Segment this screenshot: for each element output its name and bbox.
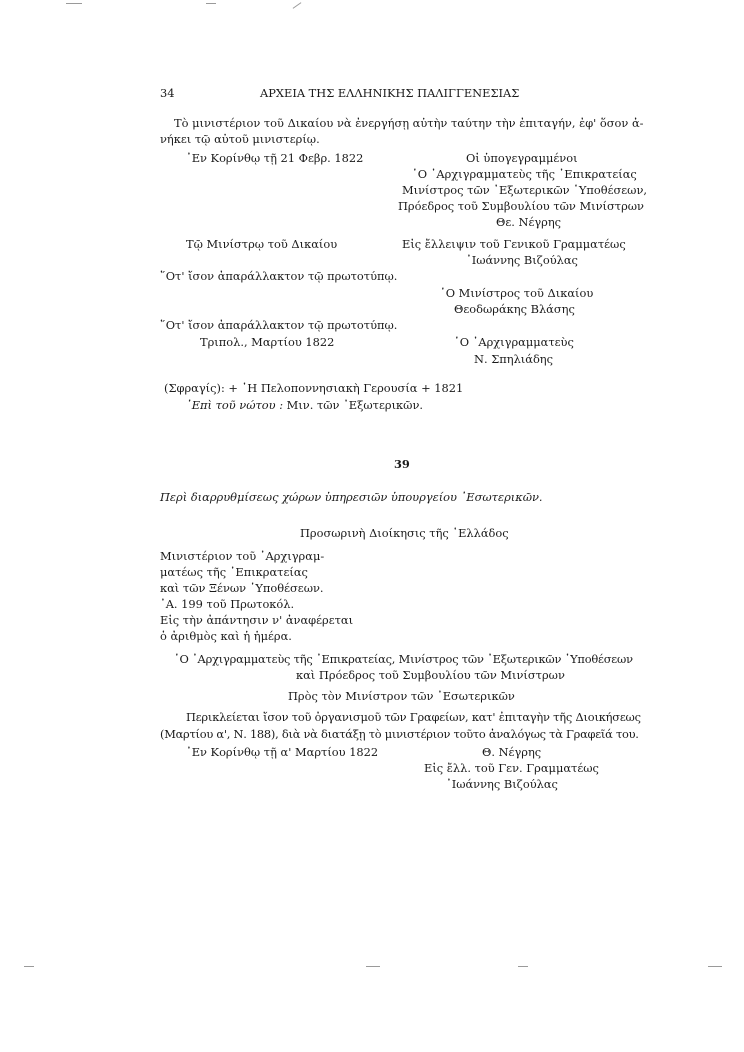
title-line-2: καὶ Πρόεδρος τοῦ Συμβουλίου τῶν Μινίστρων [296, 668, 565, 682]
document-number: 39 [394, 457, 410, 471]
signatory-name-2: ᾿Ιωάννης Βιζούλας [466, 253, 578, 267]
scan-artifact-bottom-left [24, 966, 34, 967]
document-subject: Περὶ διαρρυθμίσεως χώρων ὑπηρεσιῶν ὑπουργείου ᾿Εσωτερικῶν. [160, 490, 543, 504]
signatory-name-1: Θε. Νέγρης [496, 215, 562, 229]
sender-line-3: καὶ τῶν Ξένων ῾Υποθέσεων. [160, 581, 324, 595]
place-date-2: Τριπολ., Μαρτίου 1822 [200, 335, 335, 349]
justice-minister-line: ῾Ο Μινίστρος τοῦ Δικαίου [440, 286, 594, 300]
body-line-2: (Μαρτίου α', Ν. 188), διὰ νὰ διατάξῃ τὸ μινιστέριον τοῦτο ἀναλόγως τὰ Γραφεῖά του. [160, 727, 639, 741]
secretary-line-39: Εἰς ἔλλ. τοῦ Γεν. Γραμματέως [424, 761, 599, 775]
place-date-39: ᾿Εν Κορίνθῳ τῇ α' Μαρτίου 1822 [186, 745, 379, 759]
scan-artifact-top-mid [206, 3, 216, 4]
body-line-1: Περικλείεται ἴσον τοῦ ὀργανισμοῦ τῶν Γραφείων, κατ' ἐπιταγὴν τῆς Διοικήσεως [186, 710, 641, 724]
verso-label: ᾿Επὶ τοῦ νώτου : [186, 398, 284, 412]
running-title: ΑΡΧΕΙΑ ΤΗΣ ΕΛΛΗΝΙΚΗΣ ΠΑΛΙΓΓΕΝΕΣΙΑΣ [260, 86, 520, 100]
intro-line-1: Τὸ μινιστέριον τοῦ Δικαίου νὰ ἐνεργήσῃ αὐτὴν ταύτην τὴν ἐπιταγήν, ἐφ' ὅσον ἀ- [174, 116, 644, 130]
signatory-name-39-1: Θ. Νέγρης [482, 745, 542, 759]
signatory-line-3: Πρόεδρος τοῦ Συμβουλίου τῶν Μινίστρων [398, 199, 644, 213]
recipient: Πρὸς τὸν Μινίστρον τῶν ᾿Εσωτερικῶν [288, 689, 515, 703]
verso-text: Μιν. τῶν ᾿Εξωτερικῶν. [286, 398, 423, 412]
page-number: 34 [160, 86, 175, 100]
signatory-line-1: ῾Ο ᾿Αρχιγραμματεὺς τῆς ᾿Επικρατείας [412, 167, 637, 181]
government-heading: Προσωρινὴ Διοίκησις τῆς ῾Ελλάδος [300, 526, 509, 540]
verso-line [186, 398, 423, 412]
signatory-line-2: Μινίστρος τῶν ᾿Εξωτερικῶν ῾Υποθέσεων, [402, 183, 648, 197]
chief-secretary-line: ῾Ο ᾿Αρχιγραμματεὺς [454, 335, 574, 349]
scan-artifact-top-mark [293, 2, 302, 9]
intro-line-2: νήκει τῷ αὐτοῦ μινιστερίῳ. [160, 132, 320, 146]
signatory-name-4: Ν. Σπηλιάδης [474, 352, 554, 366]
signatory-name-3: Θεοδωράκης Βλάσης [454, 302, 575, 316]
copy-note-1: ῞Οτ' ἴσον ἀπαράλλακτον τῷ πρωτοτύπῳ. [160, 269, 398, 283]
sender-line-5: Εἰς τὴν ἀπάντησιν ν' ἀναφέρεται [160, 613, 354, 627]
signatory-name-39-2: ᾿Ιωάννης Βιζούλας [446, 777, 558, 791]
sender-line-1: Μινιστέριον τοῦ ᾿Αρχιγραμ- [160, 549, 325, 563]
copy-note-2: ῞Οτ' ἴσον ἀπαράλλακτον τῷ πρωτοτύπῳ. [160, 318, 398, 332]
scan-artifact-bottom-right [708, 966, 722, 967]
addressee: Τῷ Μινίστρῳ τοῦ Δικαίου [186, 237, 338, 251]
scan-artifact-bottom-mid2 [518, 966, 528, 967]
sender-line-2: ματέως τῆς ᾿Επικρατείας [160, 565, 308, 579]
scan-artifact-top-left [66, 3, 82, 4]
sender-line-6: ὁ ἀριθμὸς καὶ ἡ ἡμέρα. [160, 629, 292, 643]
seal-line: (Σφραγίς): + ῾Η Πελοποννησιακὴ Γερουσία + 1821 [164, 381, 464, 395]
place-date: ᾿Εν Κορίνθῳ τῇ 21 Φεβρ. 1822 [186, 151, 364, 165]
scan-artifact-bottom-mid1 [366, 966, 380, 967]
secretary-line: Εἰς ἔλλειψιν τοῦ Γενικοῦ Γραμματέως [402, 237, 626, 251]
title-line-1: ῾Ο ᾿Αρχιγραμματεὺς τῆς ᾿Επικρατείας, Μινίστρος τῶν ᾿Εξωτερικῶν ῾Υποθέσεων [174, 652, 633, 666]
signatories-heading: Οἱ ὑπογεγραμμένοι [466, 151, 578, 165]
sender-line-4: ᾿Α. 199 τοῦ Πρωτοκόλ. [160, 597, 295, 611]
